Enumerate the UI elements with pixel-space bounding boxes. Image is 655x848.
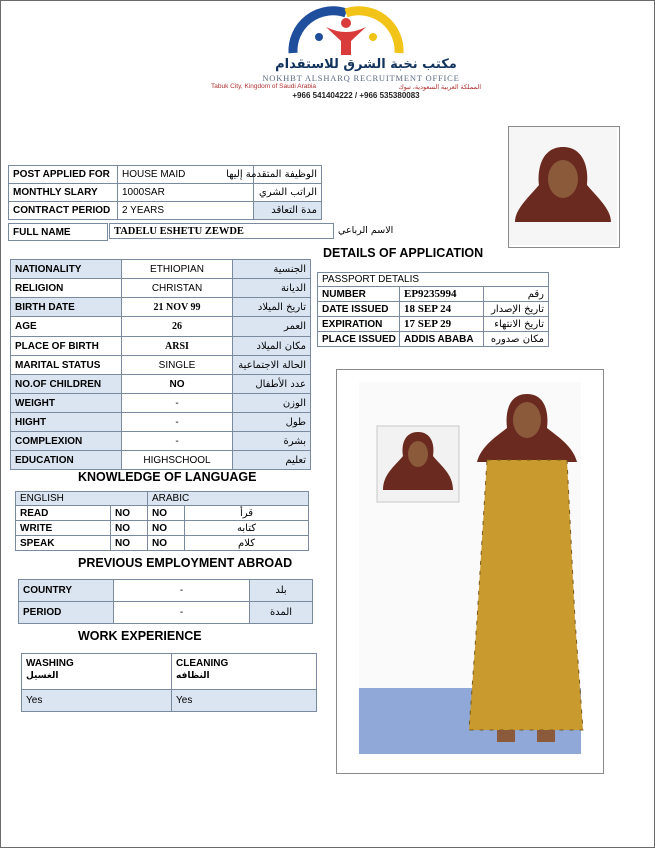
period-label: PERIOD xyxy=(19,602,114,624)
nationality-value: ETHIOPIAN xyxy=(122,260,233,279)
table-row xyxy=(19,580,313,602)
table-row xyxy=(16,521,309,536)
nationality-label-ar: الجنسية xyxy=(233,260,311,279)
children-value: NO xyxy=(122,375,233,394)
place-of-birth-label-ar: مكان الميلاد xyxy=(233,337,311,356)
weight-label-ar: الوزن xyxy=(233,394,311,413)
work-table xyxy=(21,653,317,712)
table-row xyxy=(11,375,311,394)
birth-date-label: BIRTH DATE xyxy=(11,298,122,317)
write-arabic: NO xyxy=(148,521,185,536)
salary-label-ar: الراتب الشري xyxy=(254,184,322,202)
washing-cell xyxy=(22,654,172,690)
height-label: HIGHT xyxy=(11,413,122,432)
children-label-ar: عدد الأطفال xyxy=(233,375,311,394)
complexion-value: - xyxy=(122,432,233,451)
passport-table xyxy=(317,272,549,347)
passport-number-label-ar: رقم xyxy=(484,287,549,302)
table-row xyxy=(318,332,549,347)
table-row xyxy=(16,536,309,551)
post-label-ar: الوظيفة المتقدمة إليها xyxy=(254,166,322,184)
height-label-ar: طول xyxy=(233,413,311,432)
contract-value: 2 YEARS xyxy=(118,202,254,220)
education-label: EDUCATION xyxy=(11,451,122,470)
complexion-label-ar: بشرة xyxy=(233,432,311,451)
complexion-label: COMPLEXION xyxy=(11,432,122,451)
write-english: NO xyxy=(111,521,148,536)
period-value: - xyxy=(114,602,250,624)
place-issued-label: PLACE ISSUED xyxy=(318,332,400,347)
candidate-portrait-icon xyxy=(509,127,617,245)
work-heading: WORK EXPERIENCE xyxy=(78,629,202,643)
date-issued-label: DATE ISSUED xyxy=(318,302,400,317)
marital-status-value: SINGLE xyxy=(122,356,233,375)
address-english: Tabuk City, Kingdom of Saudi Arabia xyxy=(211,83,317,90)
passport-title: PASSPORT DETALIS xyxy=(318,273,549,287)
read-arabic: NO xyxy=(148,506,185,521)
religion-value: CHRISTAN xyxy=(122,279,233,298)
cleaning-label-ar: النظافه xyxy=(176,671,210,681)
period-label-ar: المدة xyxy=(250,602,313,624)
details-heading: DETAILS OF APPLICATION xyxy=(323,246,484,260)
expiration-value: 17 SEP 29 xyxy=(400,317,484,332)
read-label-ar: قرأ xyxy=(185,506,309,521)
write-label-ar: كتابه xyxy=(185,521,309,536)
weight-label: WEIGHT xyxy=(11,394,122,413)
table-row xyxy=(11,451,311,470)
table-row xyxy=(16,492,309,506)
office-name-english: NOKHBT ALSHARQ RECRUITMENT OFFICE xyxy=(262,73,460,83)
full-body-portrait-icon xyxy=(337,370,601,771)
office-logo-icon xyxy=(271,7,421,59)
table-row xyxy=(22,654,317,690)
country-label: COUNTRY xyxy=(19,580,114,602)
employment-table xyxy=(18,579,313,624)
weight-value: - xyxy=(122,394,233,413)
table-row xyxy=(9,202,322,220)
table-row xyxy=(318,302,549,317)
age-label: AGE xyxy=(11,317,122,337)
english-column-header: ENGLISH xyxy=(16,492,148,506)
age-value: 26 xyxy=(122,317,233,337)
salary-label: MONTHLY SLARY xyxy=(9,184,118,202)
expiration-label-ar: تاريخ الانتهاء xyxy=(484,317,549,332)
education-value: HIGHSCHOOL xyxy=(122,451,233,470)
full-name-label-box xyxy=(8,223,108,241)
table-row xyxy=(318,287,549,302)
full-body-photo xyxy=(336,369,604,774)
place-issued-value: ADDIS ABABA xyxy=(400,332,484,347)
table-row xyxy=(11,394,311,413)
speak-english: NO xyxy=(111,536,148,551)
date-issued-value: 18 SEP 24 xyxy=(400,302,484,317)
table-row xyxy=(11,337,311,356)
table-row xyxy=(19,602,313,624)
arabic-column-header: ARABIC xyxy=(148,492,309,506)
table-row xyxy=(11,279,311,298)
marital-status-label: MARITAL STATUS xyxy=(11,356,122,375)
full-name-label-ar: الاسم الرباعي xyxy=(338,225,394,236)
office-address xyxy=(211,83,481,91)
personal-details-table xyxy=(10,259,311,470)
table-row xyxy=(22,690,317,712)
cleaning-label: CLEANING xyxy=(176,658,229,669)
read-label: READ xyxy=(16,506,111,521)
children-label: NO.OF CHILDREN xyxy=(11,375,122,394)
contract-label-ar: مدة التعاقد xyxy=(254,202,322,220)
country-value: - xyxy=(114,580,250,602)
table-row xyxy=(11,298,311,317)
table-row xyxy=(9,166,322,184)
speak-label-ar: كلام xyxy=(185,536,309,551)
employment-heading: PREVIOUS EMPLOYMENT ABROAD xyxy=(78,556,293,570)
full-name-label: FULL NAME xyxy=(9,224,108,241)
candidate-photo xyxy=(508,126,620,248)
address-arabic: المملكة العربية السعودية، تبوك xyxy=(398,84,481,91)
post-table xyxy=(8,165,322,220)
marital-status-label-ar: الحالة الاجتماعية xyxy=(233,356,311,375)
table-row xyxy=(318,273,549,287)
table-row xyxy=(11,413,311,432)
table-row xyxy=(11,356,311,375)
office-phones: +966 541404222 / +966 535380083 xyxy=(292,91,420,100)
expiration-label: EXPIRATION xyxy=(318,317,400,332)
cleaning-value: Yes xyxy=(172,690,317,712)
full-name-value-box xyxy=(109,223,334,239)
place-issued-label-ar: مكان صدوره xyxy=(484,332,549,347)
date-issued-label-ar: تاريخ الإصدار xyxy=(484,302,549,317)
washing-value: Yes xyxy=(22,690,172,712)
age-label-ar: العمر xyxy=(233,317,311,337)
write-label: WRITE xyxy=(16,521,111,536)
read-english: NO xyxy=(111,506,148,521)
cleaning-cell xyxy=(172,654,317,690)
language-table xyxy=(15,491,309,551)
table-row xyxy=(11,317,311,337)
education-label-ar: تعليم xyxy=(233,451,311,470)
washing-label: WASHING xyxy=(26,658,74,669)
full-name-value: TADELU ESHETU ZEWDE xyxy=(110,224,334,239)
table-row xyxy=(16,506,309,521)
birth-date-value: 21 NOV 99 xyxy=(122,298,233,317)
height-value: - xyxy=(122,413,233,432)
place-of-birth-value: ARSI xyxy=(122,337,233,356)
religion-label-ar: الديانة xyxy=(233,279,311,298)
country-label-ar: بلد xyxy=(250,580,313,602)
language-heading: KNOWLEDGE OF LANGUAGE xyxy=(78,470,257,484)
office-name-arabic: مكتب نخبة الشرق للاستقدام xyxy=(275,57,457,72)
birth-date-label-ar: تاريخ الميلاد xyxy=(233,298,311,317)
table-row xyxy=(318,317,549,332)
place-of-birth-label: PLACE OF BIRTH xyxy=(11,337,122,356)
nationality-label: NATIONALITY xyxy=(11,260,122,279)
passport-number-label: NUMBER xyxy=(318,287,400,302)
contract-label: CONTRACT PERIOD xyxy=(9,202,118,220)
table-row xyxy=(11,432,311,451)
table-row xyxy=(11,260,311,279)
speak-arabic: NO xyxy=(148,536,185,551)
salary-value: 1000SAR xyxy=(118,184,254,202)
table-row xyxy=(9,184,322,202)
religion-label: RELIGION xyxy=(11,279,122,298)
passport-number-value: EP9235994 xyxy=(400,287,484,302)
washing-label-ar: الغسيل xyxy=(26,671,59,681)
post-label: POST APPLIED FOR xyxy=(9,166,118,184)
speak-label: SPEAK xyxy=(16,536,111,551)
post-value: HOUSE MAID xyxy=(118,166,254,184)
